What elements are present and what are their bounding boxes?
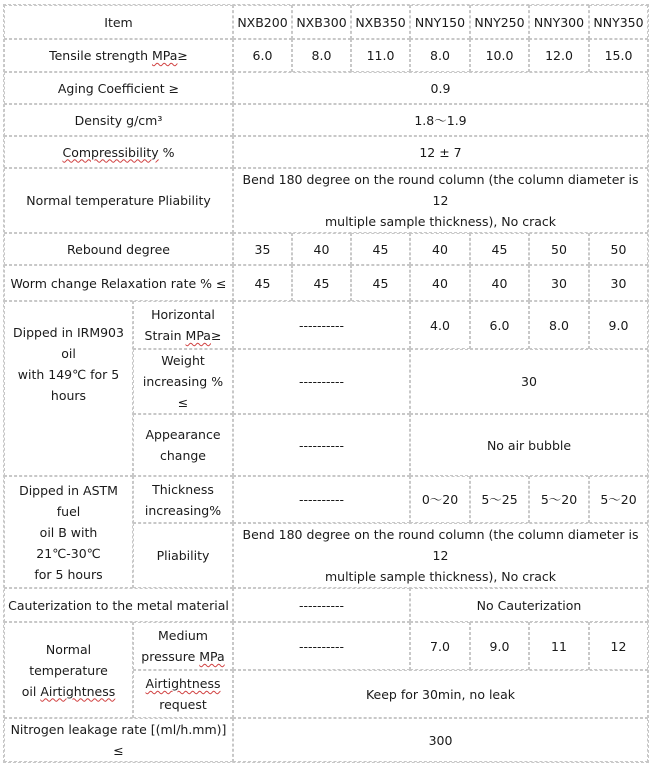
- caut-row: [4, 588, 648, 622]
- tensile-label: [4, 39, 233, 72]
- density-row: [4, 104, 648, 136]
- thick-value: 0～20: [410, 476, 470, 523]
- aging-value: 0.9: [233, 72, 648, 104]
- rebound-value: 45: [351, 233, 410, 265]
- astm-pliab-label: Pliability: [133, 523, 233, 588]
- horiz-line: [136, 325, 230, 346]
- rebound-value: 50: [529, 233, 589, 265]
- spec-table: [3, 4, 649, 763]
- tensile-value: 10.0: [470, 39, 529, 72]
- request-label: [133, 670, 233, 718]
- header-item: Item: [4, 5, 233, 39]
- nitrogen-value: 300: [233, 718, 648, 762]
- medium-nxb: ----------: [233, 622, 410, 670]
- thick-line: increasing%: [144, 502, 222, 518]
- astm-thick-row: [4, 476, 648, 523]
- pliability-row: [4, 168, 648, 233]
- irm-line: hours: [50, 388, 87, 403]
- tensile-ge: ≥: [177, 48, 188, 63]
- request-line: request: [159, 697, 207, 712]
- tensile-unit: MPa: [151, 48, 178, 63]
- compress-unit: %: [158, 144, 175, 160]
- horiz-value: 8.0: [529, 301, 589, 349]
- worm-value: 30: [529, 265, 589, 301]
- appear-label: [133, 414, 233, 476]
- header-grade: NNY300: [529, 5, 589, 39]
- aging-row: [4, 72, 648, 104]
- weight-label: [133, 349, 233, 414]
- density-label: Density g/cm³: [4, 104, 233, 136]
- tensile-label-text: Tensile strength: [49, 48, 152, 63]
- horiz-label: [133, 301, 233, 349]
- appear-line: Appearance: [145, 427, 221, 442]
- request-line: Airtightness: [145, 676, 221, 691]
- worm-value: 45: [233, 265, 292, 301]
- header-grade: NNY250: [470, 5, 529, 39]
- aging-label: Aging Coefficient ≥: [4, 72, 233, 104]
- pliability-label: Normal temperature Pliability: [4, 168, 233, 233]
- compress-value: 12 ± 7: [233, 136, 648, 168]
- compress-row: [4, 136, 648, 168]
- medium-line: [136, 646, 230, 667]
- airtight-oil-text: oil: [21, 683, 41, 699]
- caut-value: No Cauterization: [410, 588, 648, 622]
- header-grade: NNY150: [410, 5, 470, 39]
- header-grade: NXB300: [292, 5, 351, 39]
- rebound-value: 50: [589, 233, 648, 265]
- astm-pliab-line: multiple sample thickness), No crack: [324, 569, 557, 584]
- astm-group-label: [4, 476, 133, 588]
- appear-nxb: ----------: [233, 414, 410, 476]
- weight-line: increasing % ≤: [142, 374, 224, 410]
- worm-value: 45: [292, 265, 351, 301]
- airtight-line: Normal temperature: [29, 641, 108, 678]
- header-grade: NXB200: [233, 5, 292, 39]
- rebound-value: 45: [470, 233, 529, 265]
- medium-line: Medium: [158, 628, 208, 643]
- astm-pliab-value: [233, 523, 648, 588]
- astm-pliab-line: Bend 180 degree on the round column (the column diameter is 12: [242, 527, 639, 563]
- tensile-value: 8.0: [410, 39, 470, 72]
- thick-line: Thickness: [152, 481, 214, 497]
- irm-line: Dipped in IRM903 oil: [13, 325, 124, 361]
- medium-value: 12: [589, 622, 648, 670]
- rebound-row: [4, 233, 648, 265]
- rebound-value: 40: [292, 233, 351, 265]
- tensile-value: 12.0: [529, 39, 589, 72]
- compress-label-text: Compressibility: [62, 144, 159, 160]
- weight-nxb: ----------: [233, 349, 410, 414]
- horiz-nxb: ----------: [233, 301, 410, 349]
- appear-value: No air bubble: [410, 414, 648, 476]
- rebound-value: 35: [233, 233, 292, 265]
- horiz-value: 6.0: [470, 301, 529, 349]
- thick-nxb: ----------: [233, 476, 410, 523]
- tensile-value: 11.0: [351, 39, 410, 72]
- horiz-ge: ≥: [210, 328, 222, 343]
- horiz-line: Horizontal: [151, 307, 215, 322]
- medium-value: 9.0: [470, 622, 529, 670]
- appear-line: change: [159, 448, 206, 463]
- medium-pressure-text: pressure: [141, 649, 200, 664]
- caut-label: Cauterization to the metal material: [4, 588, 233, 622]
- worm-value: 45: [351, 265, 410, 301]
- caut-nxb: ----------: [233, 588, 410, 622]
- worm-value: 40: [410, 265, 470, 301]
- worm-value: 40: [470, 265, 529, 301]
- medium-value: 11: [529, 622, 589, 670]
- header-grade: NXB350: [351, 5, 410, 39]
- irm-group-label: [4, 301, 133, 476]
- horiz-strain-text: Strain: [144, 328, 186, 343]
- irm-line: with 149℃ for 5: [17, 367, 120, 382]
- tensile-value: 8.0: [292, 39, 351, 72]
- irm-horiz-row: [4, 301, 648, 349]
- thick-label: [133, 476, 233, 523]
- thick-value: 5～20: [589, 476, 648, 523]
- worm-value: 30: [589, 265, 648, 301]
- compress-label: [4, 136, 233, 168]
- thick-value: 5～25: [470, 476, 529, 523]
- medium-unit: MPa: [199, 649, 225, 664]
- astm-line: Dipped in ASTM fuel: [19, 482, 118, 519]
- pliability-line: multiple sample thickness), No crack: [324, 214, 557, 229]
- header-grade: NNY350: [589, 5, 648, 39]
- astm-line: for 5 hours: [34, 566, 103, 582]
- airtight-word: Airtightness: [40, 683, 116, 699]
- pliability-value: [233, 168, 648, 233]
- thick-value: 5～20: [529, 476, 589, 523]
- worm-row: [4, 265, 648, 301]
- horiz-value: 9.0: [589, 301, 648, 349]
- nitrogen-row: [4, 718, 648, 762]
- worm-label: Worm change Relaxation rate % ≤: [4, 265, 233, 301]
- tensile-value: 15.0: [589, 39, 648, 72]
- rebound-value: 40: [410, 233, 470, 265]
- airtight-line: [7, 681, 130, 702]
- tensile-row: [4, 39, 648, 72]
- header-row: [4, 5, 648, 39]
- medium-label: [133, 622, 233, 670]
- tensile-value: 6.0: [233, 39, 292, 72]
- weight-line: Weight: [161, 353, 205, 368]
- weight-value: 30: [410, 349, 648, 414]
- density-value: 1.8～1.9: [233, 104, 648, 136]
- pliability-line: Bend 180 degree on the round column (the column diameter is 12: [242, 172, 639, 208]
- nitrogen-label: Nitrogen leakage rate [(ml/h.mm)] ≤: [4, 718, 233, 762]
- horiz-unit: MPa: [185, 328, 211, 343]
- request-value: Keep for 30min, no leak: [233, 670, 648, 718]
- medium-row: [4, 622, 648, 670]
- rebound-label: Rebound degree: [4, 233, 233, 265]
- medium-value: 7.0: [410, 622, 470, 670]
- horiz-value: 4.0: [410, 301, 470, 349]
- astm-line: oil B with 21℃-30℃: [36, 524, 101, 561]
